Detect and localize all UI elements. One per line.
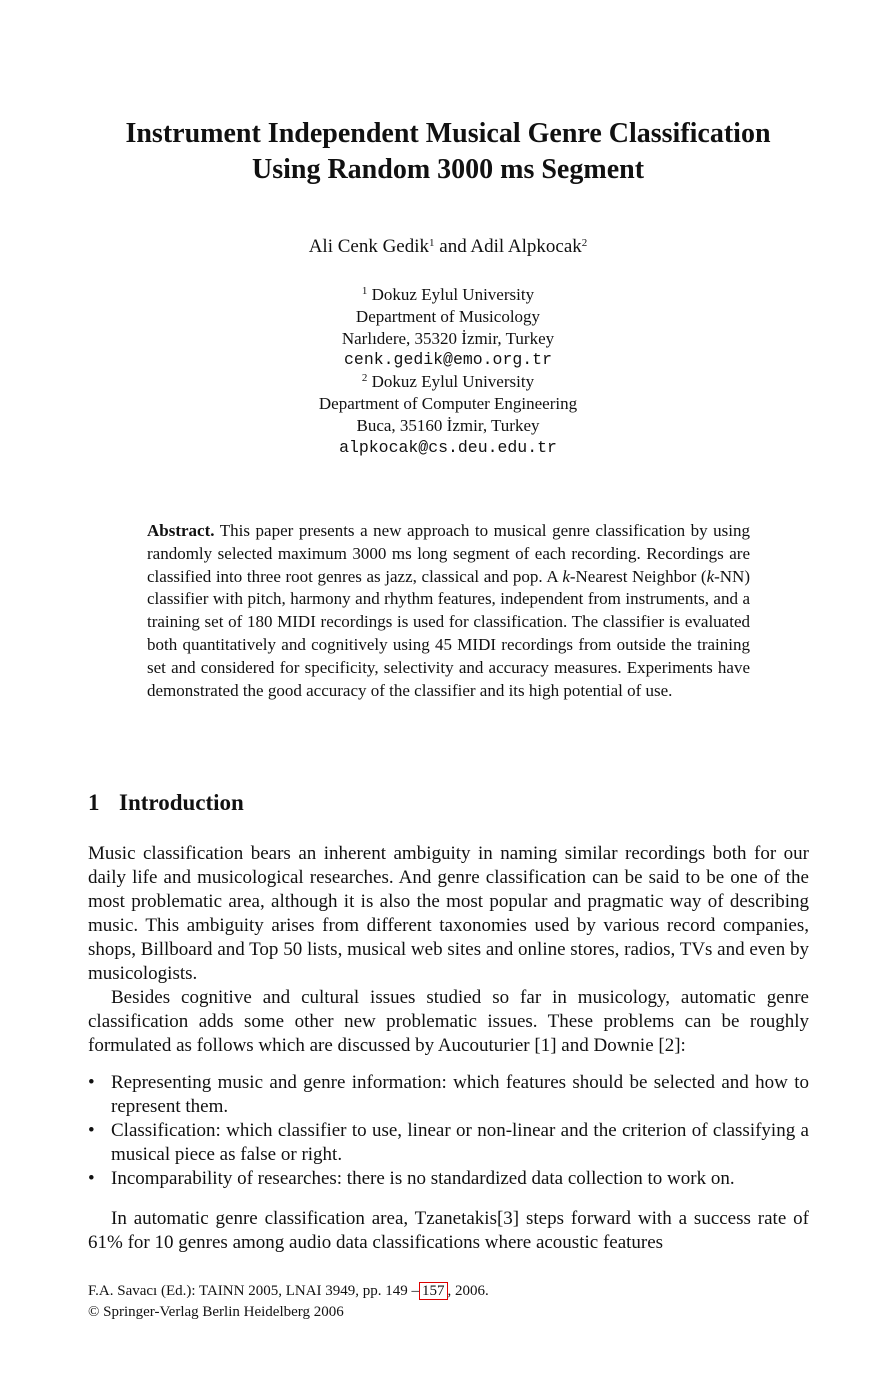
bullet-icon: • [88,1120,95,1141]
citation-prefix: F.A. Savacı (Ed.): TAINN 2005, LNAI 3949, pp. 149 – [88,1283,420,1299]
affiliation-1-address: Narlıdere, 35320 İzmir, Turkey [341,328,555,348]
abstract-text-2: -Nearest Neighbor ( [569,566,707,586]
list-item [88,1167,809,1191]
list-item-text: Representing music and genre information: which features should be selected and how to represent them. [111,1072,809,1117]
intro-paragraph-2: Besides cognitive and cultural issues studied so far in musicology, automatic genre classification adds some other new problematic issues. These problems can be roughly formulated as follows which are discussed by Aucouturier [1] and Downie [2]: [88,987,809,1056]
list-item [88,1071,809,1119]
abstract-text-3: -NN) classifier with pitch, harmony and rhythm features, independent from instruments, and a training set of 180 MIDI recordings is used for classification. The classifier is evaluated both quantitatively and cognitively using 45 MIDI recordings from outside the training set and considered for specificity, selectivity and accuracy measures. Experiments have demonstrated the good accuracy of the classifier and its high potential of use. [147,566,750,700]
intro-paragraph-3: In automatic genre classification area, Tzanetakis[3] steps forward with a success rate of 61% for 10 genres among audio data classifications where acoustic features [88,1208,809,1253]
abstract-text-1: This paper presents a new approach to musical genre classification by using randomly selected maximum 3000 ms long segment of each recording. Recordings are classified into three root genres as jazz, classical and pop. A [147,521,750,586]
intro-paragraph-1: Music classification bears an inherent ambiguity in naming similar recordings both for our daily life and musicological researches. And genre classification can be said to be one of the most problematic area, although it is also the most popular and pragmatic way of describing music. This ambiguity arises from different taxonomies used by various record companies, shops, Billboard and Top 50 lists, musical web sites and online stores, radios, TVs and even by musicologists. [88,843,809,984]
list-item-text: Incomparability of researches: there is no standardized data collection to work on. [111,1168,735,1189]
abstract-k-2: k [706,566,715,586]
problem-list [88,1071,809,1191]
affiliation-2-mark: 2 [361,372,368,385]
copyright-line: © Springer-Verlag Berlin Heidelberg 2006 [88,1304,344,1320]
affiliation-1-institution [0,284,896,306]
affiliation-2-institution-text: Dokuz Eylul University [371,372,535,392]
page-end-link[interactable]: 157 [419,1282,448,1300]
author-2: Adil Alpkocak [470,236,582,257]
bullet-icon: • [88,1168,95,1189]
list-item-text: Classification: which classifier to use, linear or non-linear and the criterion of classifying a musical piece as false or right. [111,1120,809,1165]
bullet-icon: • [88,1072,95,1093]
affiliation-2-email: alpkocak@cs.deu.edu.tr [339,437,557,457]
affiliation-2-institution [0,371,896,393]
title-line-1: Instrument Independent Musical Genre Classification [125,118,771,149]
abstract [147,520,750,702]
abstract-k-1: k [562,566,570,586]
abstract-label: Abstract. [147,521,215,540]
affiliation-1-institution-text: Dokuz Eylul University [371,285,535,304]
page-footer [88,1281,489,1323]
affiliation-1-mark: 1 [361,285,368,297]
author-1-affil-mark: 1 [429,237,435,249]
citation-suffix: , 2006. [447,1283,489,1299]
affiliation-2-address: Buca, 35160 İzmir, Turkey [356,415,540,435]
author-list [0,234,896,260]
author-conjunction: and [439,236,467,257]
author-1: Ali Cenk Gedik [308,236,430,257]
section-number: 1 [88,790,100,815]
author-2-affil-mark: 2 [581,237,588,249]
list-item [88,1119,809,1167]
affiliation-1-email: cenk.gedik@emo.org.tr [344,350,552,370]
title-line-2: Using Random 3000 ms Segment [251,154,645,185]
affiliation-2-department: Department of Computer Engineering [318,393,578,413]
citation-line [88,1281,489,1302]
paper-title [60,116,836,188]
section-title: Introduction [119,790,244,815]
affiliations-block [0,284,896,458]
affiliation-1-department: Department of Musicology [355,306,541,326]
section-heading [88,788,244,818]
